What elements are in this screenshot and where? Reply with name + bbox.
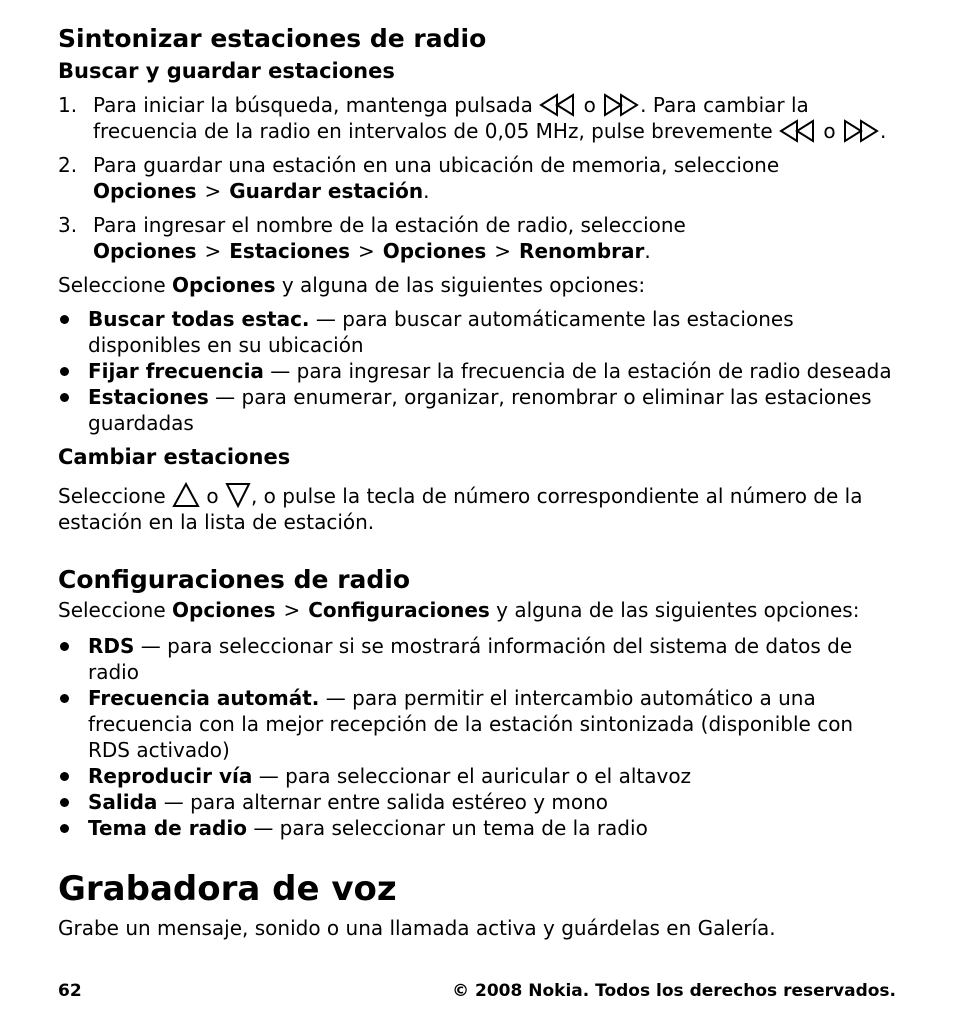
- option-term: Estaciones: [88, 385, 209, 409]
- manual-page: [58, 22, 898, 941]
- voice-recorder-text: Grabe un mensaje, sonido o una llamada activa y guárdelas en Galería.: [58, 916, 776, 940]
- list-item: 3. Para ingresar el nombre de la estación de radio, seleccione Opciones > Estaciones > Opciones > Renombrar.: [58, 213, 686, 263]
- list-item: RDS — para seleccionar si se mostrará información del sistema de datos de radio: [58, 633, 898, 685]
- list-item: Estaciones — para enumerar, organizar, renombrar o eliminar las estaciones guardadas: [58, 384, 898, 436]
- up-triangle-icon: [172, 482, 200, 508]
- fast-forward-icon: [602, 93, 640, 117]
- option-term: Tema de radio: [88, 816, 247, 840]
- settings-list: [58, 633, 898, 841]
- list-item: 2. Para guardar una estación en una ubicación de memoria, seleccione Opciones > Guardar estación.: [58, 153, 780, 203]
- section-title-tune-radio: Sintonizar estaciones de radio: [58, 24, 487, 53]
- list-item: Reproducir vía — para seleccionar el auricular o el altavoz: [58, 763, 898, 789]
- page-number: 62: [58, 981, 82, 1001]
- list-item: 1. Para iniciar la búsqueda, mantenga pulsada o . Para cambiar la frecuencia de la radio en intervalos de 0,05 MHz, pulse brevemente o .: [58, 93, 887, 143]
- list-item: Tema de radio — para seleccionar un tema de la radio: [58, 815, 898, 841]
- list-item: Frecuencia automát. — para permitir el intercambio automático a una frecuencia con la mejor recepción de la estación sintonizada (disponible con RDS activado): [58, 685, 898, 763]
- rewind-icon: [539, 93, 577, 117]
- menu-path-item: Opciones: [93, 179, 197, 203]
- section-title-voice-recorder: Grabadora de voz: [58, 869, 397, 909]
- menu-path-item: Guardar estación: [229, 179, 424, 203]
- menu-path-item: Opciones: [382, 239, 487, 263]
- menu-path-item: Opciones: [172, 598, 276, 622]
- settings-intro: Seleccione Opciones > Configuraciones y alguna de las siguientes opciones:: [58, 598, 860, 622]
- option-term: Salida: [88, 790, 158, 814]
- step-number: 3.: [58, 213, 78, 237]
- option-term: Buscar todas estac.: [88, 307, 310, 331]
- option-term: Frecuencia automát.: [88, 686, 320, 710]
- options-list: [58, 306, 898, 436]
- option-term: Fijar frecuencia: [88, 359, 264, 383]
- menu-path-item: Estaciones: [229, 239, 351, 263]
- list-item: Salida — para alternar entre salida estéreo y mono: [58, 789, 898, 815]
- step-number: 1.: [58, 93, 78, 117]
- menu-path-item: Opciones: [172, 273, 276, 297]
- fast-forward-icon: [842, 119, 880, 143]
- list-item: Buscar todas estac. — para buscar automáticamente las estaciones disponibles en su ubicación: [58, 306, 898, 358]
- subsection-title-change-stations: Cambiar estaciones: [58, 445, 291, 469]
- section-title-radio-settings: Configuraciones de radio: [58, 565, 411, 594]
- down-triangle-icon: [225, 482, 251, 508]
- menu-path-item: Renombrar: [519, 239, 645, 263]
- menu-path-item: Opciones: [93, 239, 197, 263]
- step-number: 2.: [58, 153, 78, 177]
- options-intro: Seleccione Opciones y alguna de las siguientes opciones:: [58, 273, 646, 297]
- steps-list: [58, 92, 898, 264]
- option-term: RDS: [88, 634, 135, 658]
- list-item: Fijar frecuencia — para ingresar la frecuencia de la estación de radio deseada: [58, 358, 898, 384]
- menu-path-item: Configuraciones: [308, 598, 490, 622]
- subsection-title-search-save: Buscar y guardar estaciones: [58, 59, 395, 83]
- copyright: © 2008 Nokia. Todos los derechos reservados.: [452, 981, 896, 1001]
- change-stations-text: Seleccione o , o pulse la tecla de número correspondiente al número de la estación en la lista de estación.: [58, 484, 863, 534]
- option-term: Reproducir vía: [88, 764, 253, 788]
- rewind-icon: [779, 119, 817, 143]
